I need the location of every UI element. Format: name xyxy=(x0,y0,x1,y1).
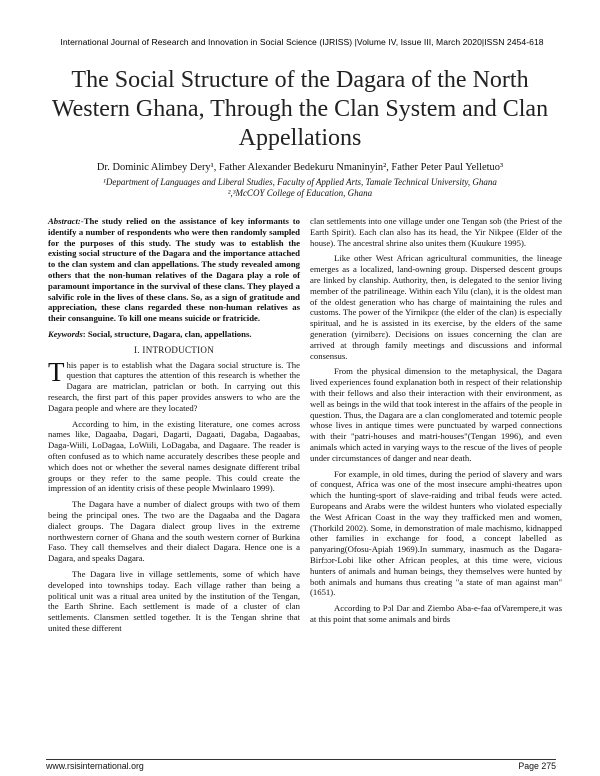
paper-title: The Social Structure of the Dagara of the North Western Ghana, Through the Clan System and Clan Appellations xyxy=(51,67,549,151)
abstract-label: Abstract:- xyxy=(48,216,84,226)
affiliation-2: ²,³McCOY College of Education, Ghana xyxy=(227,188,373,198)
abstract-text: The study relied on the assistance of key informants to identify a number of respondents who were then randomly sampled for the purposes of this study. The study was to establish the existing social structure of the Dagara and the importance attached to the clan system and clan appellations. The study revealed among others that the non-human relatives of the Dagara play a role of paramount importance in the survival of these clans. They played a salvific role in the lives of these clans. So, as a sign of gratitude and appreciation, these clans regarded these non-human relatives as their consanguine. To kill one means suicide or fratricide. xyxy=(48,216,300,324)
abstract xyxy=(48,216,300,324)
right-paragraph-1: clan settlements into one village under one Tengan sob (the Priest of the Earth Spirit). Each clan also has its head, the Yir Nikpee (Elder of the house). The ancestral shrine also unites them (Kuukure 1995). xyxy=(310,216,562,248)
keywords-text: : Social, structure, Dagara, clan, appellations. xyxy=(82,328,252,339)
right-paragraph-5: According to Pɔl Dar and Ziembo Aba-e-faa ofVarempere,it was at this point that some animals and birds xyxy=(310,603,562,624)
intro-paragraph-2: According to him, in the existing literature, one comes across names like, Dagaaba, Dagari, Dagarti, Dagaati, Dagaba, Dagaabas, Daga-Wiili, LoDagaa, LoWiili, LoDagaba, and Dagaare. The reader is often confused as to which name accurately describes these people and which does not or whether the several names designate different tribal groups or they refer to the same people. This could create the impression of an identity crisis of these people Mwinlaaro 1999). xyxy=(48,418,300,494)
intro-paragraph-3: The Dagara have a number of dialect groups with two of them being the principal ones. The two are the Dagaaba and the Dagara dialect groups. The Dagara dialect group lives in the extreme northwestern corner of Ghana and the south western corner of Burkina Faso. They call themselves and their dialect Dagara. Hence one is a Dagara, and speaks Dagara. xyxy=(48,499,300,564)
footer-divider xyxy=(46,759,556,760)
right-paragraph-3: From the physical dimension to the metaphysical, the Dagara lived experiences found explanation both in respect of their relationship with their fellows and also their interaction with their environment, as well as beings in the wild that took interest in the affairs of the people in question. Thus, the Dagara are a clan conglomerated and totemic people whose lives in antique times were punctuated by warped connections with their "patri-houses and matri-houses"(Tengan 1996), and even animals which acted in varying ways to the rescue of the lives of people under circumstances of danger and near death. xyxy=(310,366,562,463)
author-list: Dr. Dominic Alimbey Dery¹, Father Alexander Bedekuru Nmaninyin², Father Peter Paul Yelletuo³ xyxy=(96,162,504,173)
journal-header: International Journal of Research and Innovation in Social Science (IJRISS) |Volume IV, Issue III, March 2020|ISSN 2454-618 xyxy=(60,37,544,47)
keywords xyxy=(48,329,300,340)
affiliation-1: ¹Department of Languages and Liberal Studies, Faculty of Applied Arts, Tamale Technical University, Ghana xyxy=(103,177,497,187)
section-heading: I. INTRODUCTION xyxy=(134,344,214,355)
intro-paragraph-1 xyxy=(48,356,300,414)
footer-website-link[interactable]: www.rsisinternational.org xyxy=(46,761,144,771)
affiliations xyxy=(40,177,560,199)
intro-paragraph-4: The Dagara live in village settlements, some of which have developed into townships today. Each village rather than being a political unit was a ritual area united by the institution of the Tengan, the Earth Shrine. Each settlement is made of a cluster of clan settlements. Clansmen settled together. It is the Tengan shrine that united these different xyxy=(48,568,300,633)
right-paragraph-4: For example, in old times, during the period of slavery and wars of conquest, Africa was one of the most insecure amphi-theatres upon which the hunting-sport of slave-raiding and tribal feuds were acted. Europeans and Arabs were the wildest hunters who violated especially the West African Coast in the way they trafficked men and women, (Thorkild 2002). Some, in demonstration of male machismo, kidnapped other families in exchange for food, a concept labelled as panyaring(Ofosu-Apiah 1969).In summary, inasmuch as the Dagara-Birfɔɔr-Lobi like other African peoples, at this time were, vicious hunters of animals and human beings, they themselves were hunted by both animals and humans thus creating "a state of man against man" (1651). xyxy=(310,468,562,598)
intro-paragraph-1-text: his paper is to establish what the Dagara social structure is. The question that captures the attention of this research is whether the Dagara are matriclan, patriclan or both. In carrying out this research, the first part of this paper provides answers to who are the Dagara people and where are they located? xyxy=(48,359,300,413)
right-paragraph-2: Like other West African agricultural communities, the lineage emerges as a localized, land-owning group. Dispersed descent groups are linked by clanship. Authority, then, is delegated to the senior living member of the patrilineage. Within each Yilu (clan), it is the oldest man of the oldest generation who has charge of maintaining the rules and customs. The power of the Yirnikpɛɛ (the elder of the clan) is especially spiritual, and he is assisted in its exercise, by the elders of the same generation (yirnibɛrɛ). Decisions on issues concerning the clan are arrived at through family meetings and discussions and informal consensus. xyxy=(310,253,562,361)
left-column xyxy=(48,216,300,639)
keywords-label: Keywords xyxy=(48,328,83,339)
right-column xyxy=(310,216,562,630)
page-number: Page 275 xyxy=(518,761,556,771)
drop-cap: T xyxy=(48,356,65,387)
